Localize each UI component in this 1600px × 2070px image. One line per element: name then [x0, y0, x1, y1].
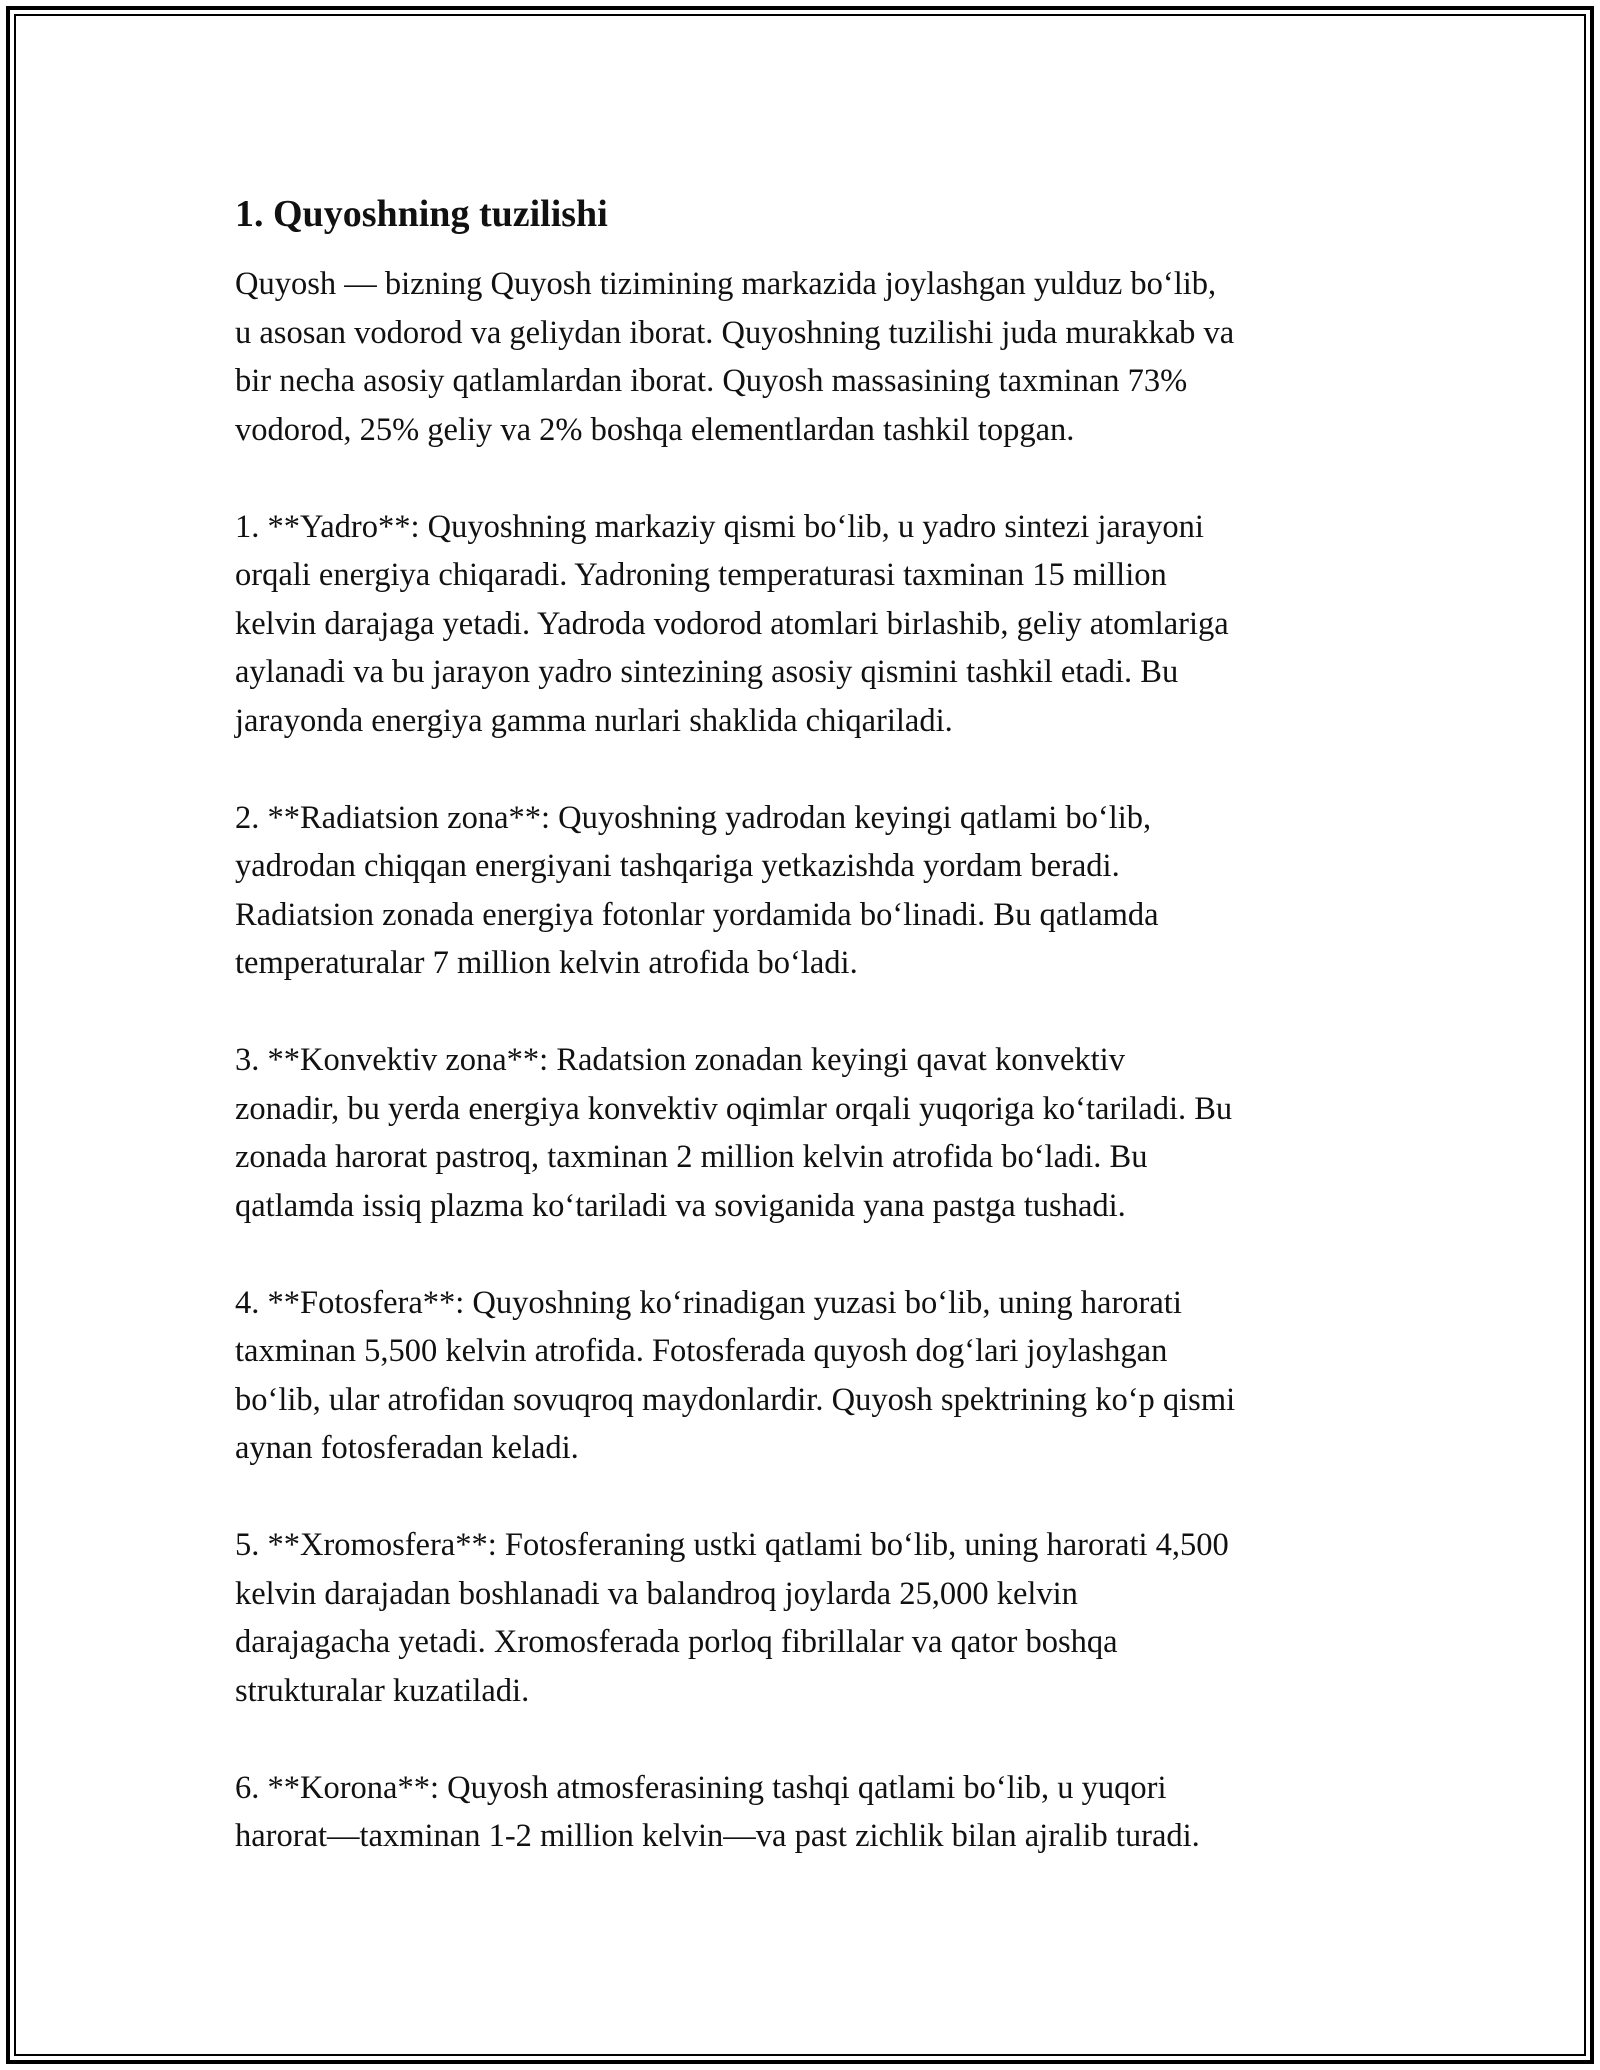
- text-line: bir necha asosiy qatlamlardan iborat. Quyosh massasining taxminan 73%: [235, 363, 1188, 399]
- text-line: zonada harorat pastroq, taxminan 2 million kelvin atrofida bo‘ladi. Bu: [235, 1139, 1148, 1175]
- text-line: darajagacha yetadi. Xromosferada porloq fibrillalar va qator boshqa: [235, 1624, 1118, 1660]
- text-line: u asosan vodorod va geliydan iborat. Quyoshning tuzilishi juda murakkab va: [235, 314, 1235, 351]
- list-item-xromosfera: [235, 1521, 1385, 1715]
- text-line: Quyosh — bizning Quyosh tizimining markazida joylashgan yulduz bo‘lib,: [235, 266, 1217, 302]
- list-item-korona: [235, 1764, 1385, 1861]
- text-line: Radiatsion zonada energiya fotonlar yordamida bo‘linadi. Bu qatlamda: [235, 896, 1159, 933]
- text-line: 1. **Yadro**: Quyoshning markaziy qismi bo‘lib, u yadro sintezi jarayoni: [235, 508, 1204, 545]
- section-heading: 1. Quyoshning tuzilishi: [235, 193, 608, 235]
- document-body: [235, 186, 1385, 1861]
- text-line: kelvin darajadan boshlanadi va balandroq joylarda 25,000 kelvin: [235, 1575, 1078, 1612]
- text-line: 4. **Fotosfera**: Quyoshning ko‘rinadigan yuzasi bo‘lib, uning harorati: [235, 1284, 1182, 1321]
- text-line: taxminan 5,500 kelvin atrofida. Fotosferada quyosh dog‘lari joylashgan: [235, 1333, 1168, 1369]
- text-line: 3. **Konvektiv zona**: Radatsion zonadan keyingi qavat konvektiv: [235, 1042, 1125, 1078]
- text-line: 6. **Korona**: Quyosh atmosferasining tashqi qatlami bo‘lib, u yuqori: [235, 1769, 1167, 1806]
- list-item-radiatsion-zona: [235, 794, 1385, 988]
- text-line: jarayonda energiya gamma nurlari shaklida chiqariladi.: [235, 702, 953, 739]
- text-line: aynan fotosferadan keladi.: [235, 1430, 579, 1466]
- text-line: zonadir, bu yerda energiya konvektiv oqimlar orqali yuqoriga ko‘tariladi. Bu: [235, 1090, 1233, 1127]
- text-line: bo‘lib, ular atrofidan sovuqroq maydonlardir. Quyosh spektrining ko‘p qismi: [235, 1381, 1236, 1418]
- list-item-konvektiv-zona: [235, 1036, 1385, 1230]
- intro-paragraph: [235, 260, 1385, 454]
- text-line: strukturalar kuzatiladi.: [235, 1672, 530, 1709]
- text-line: vodorod, 25% geliy va 2% boshqa elementlardan tashkil topgan.: [235, 411, 1075, 448]
- text-line: kelvin darajaga yetadi. Yadroda vodorod atomlari birlashib, geliy atomlariga: [235, 605, 1229, 642]
- text-line: 5. **Xromosfera**: Fotosferaning ustki qatlami bo‘lib, uning harorati 4,500: [235, 1527, 1229, 1563]
- text-line: qatlamda issiq plazma ko‘tariladi va soviganida yana pastga tushadi.: [235, 1187, 1126, 1224]
- list-item-fotosfera: [235, 1279, 1385, 1473]
- text-line: orqali energiya chiqaradi. Yadroning temperaturasi taxminan 15 million: [235, 557, 1167, 593]
- text-line: harorat—taxminan 1-2 million kelvin—va past zichlik bilan ajralib turadi.: [235, 1818, 1200, 1854]
- text-line: 2. **Radiatsion zona**: Quyoshning yadrodan keyingi qatlami bo‘lib,: [235, 799, 1152, 836]
- text-line: yadrodan chiqqan energiyani tashqariga yetkazishda yordam beradi.: [235, 848, 1120, 884]
- list-item-yadro: [235, 503, 1385, 746]
- text-line: aylanadi va bu jarayon yadro sintezining asosiy qismini tashkil etadi. Bu: [235, 654, 1179, 690]
- text-line: temperaturalar 7 million kelvin atrofida bo‘ladi.: [235, 945, 858, 981]
